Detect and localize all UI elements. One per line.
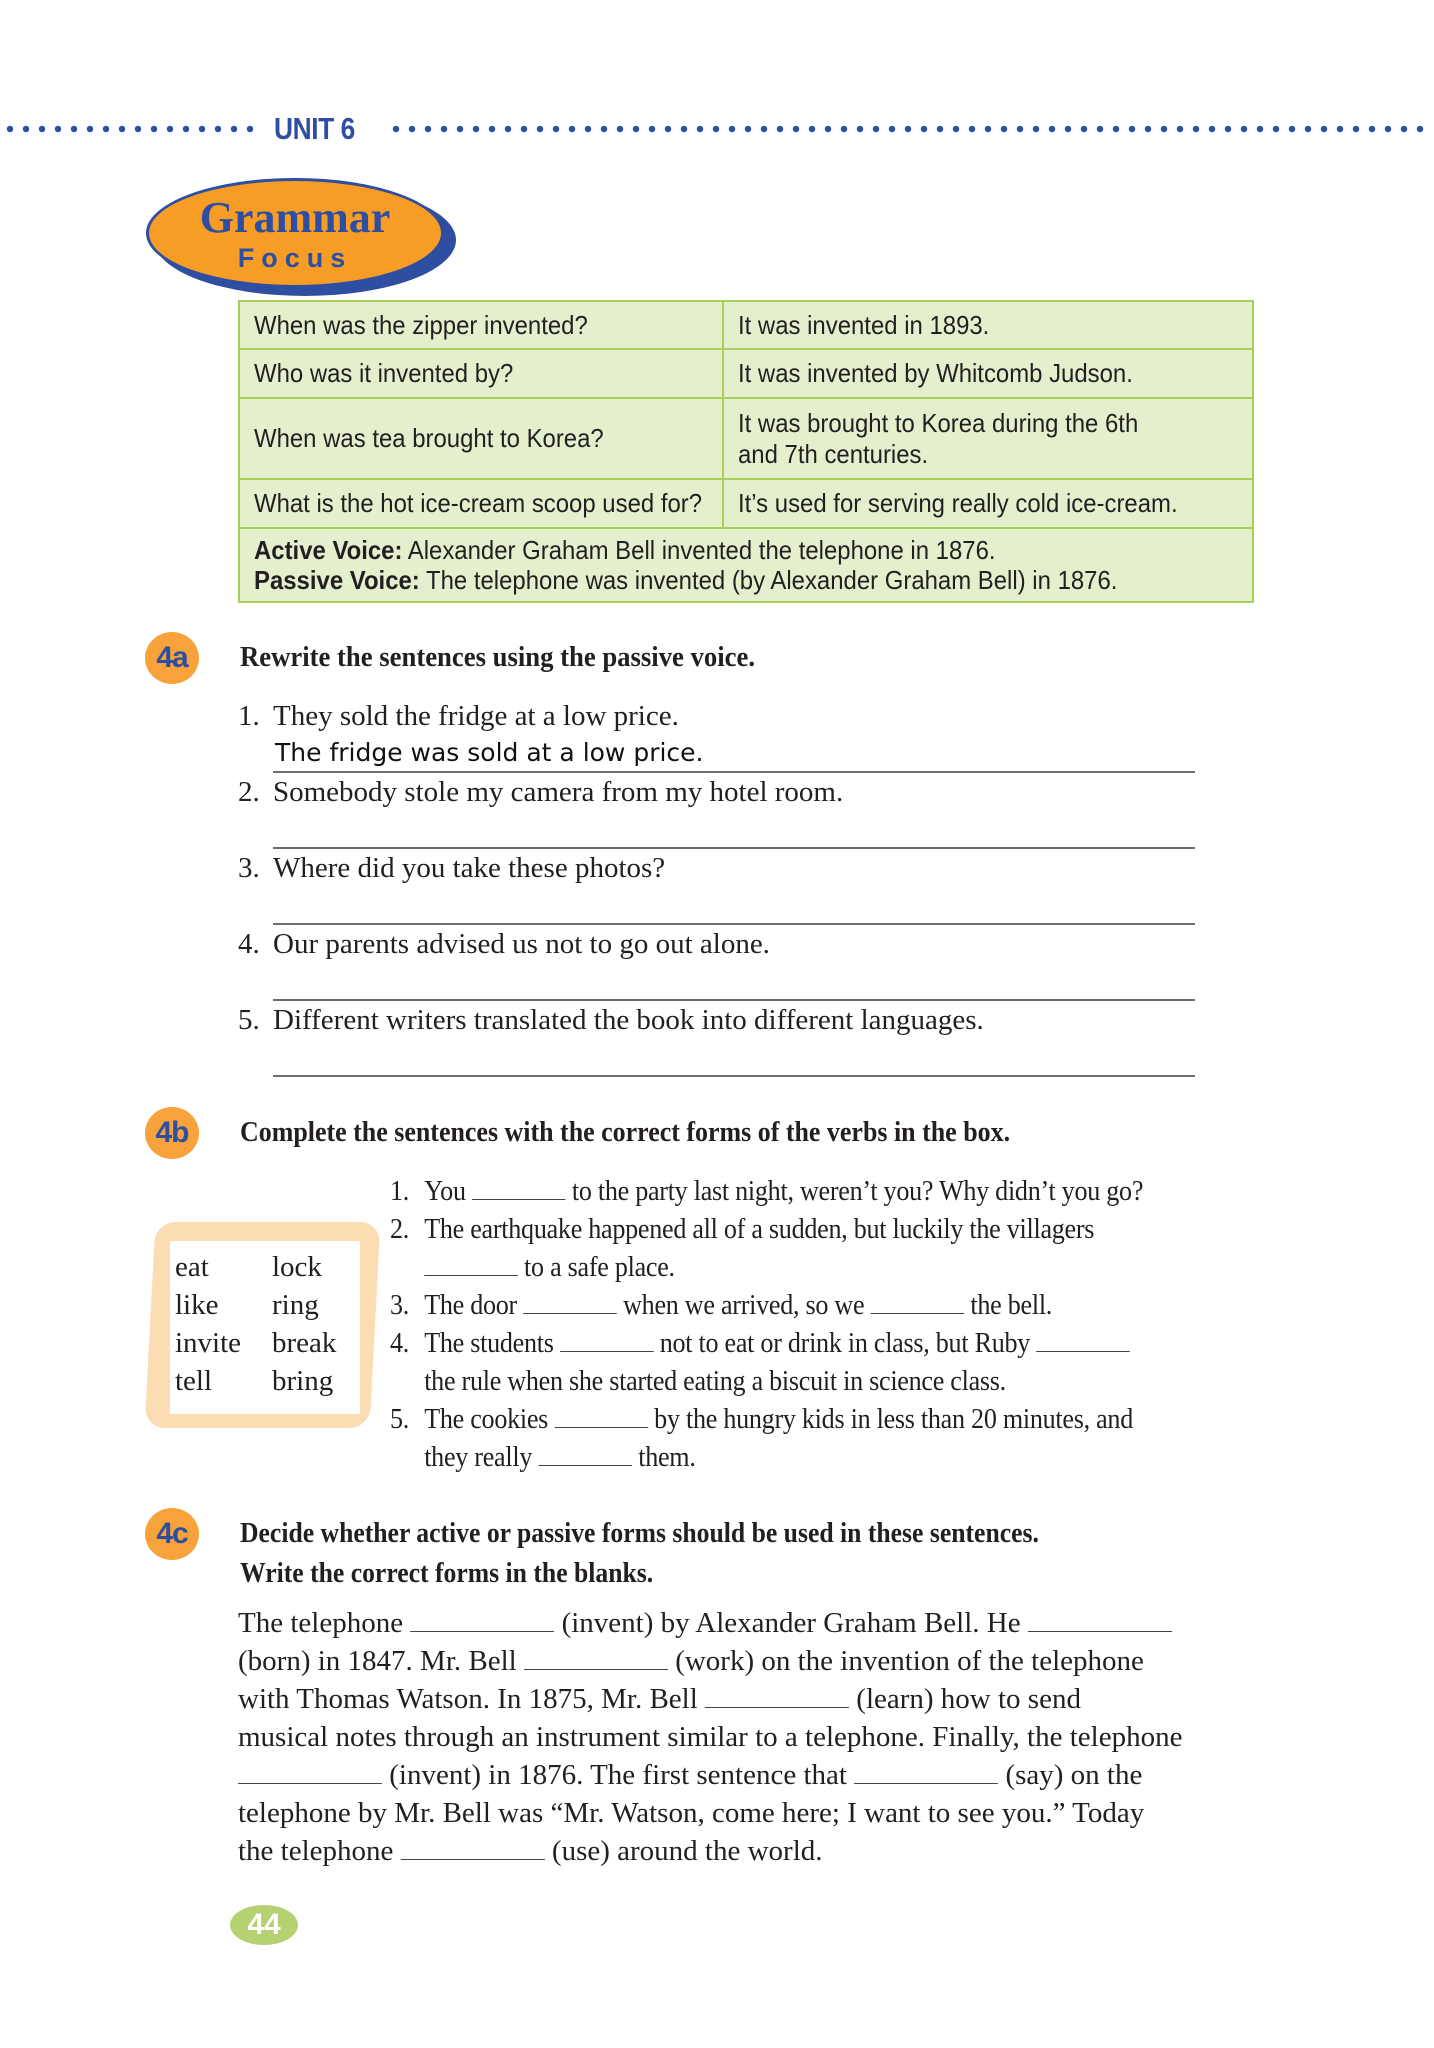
logo-focus-text: Focus	[237, 243, 353, 273]
answer-line-4[interactable]	[273, 999, 1195, 1001]
answer-line-2[interactable]	[273, 847, 1195, 849]
blank-field[interactable]	[401, 1833, 545, 1860]
blank-field[interactable]	[523, 1287, 617, 1314]
exercise-4b-line: 4. The students not to eat or drink in class, but Ruby	[390, 1324, 1130, 1362]
exercise-4c-line: The telephone (invent) by Alexander Graham Bell. He	[238, 1604, 1172, 1642]
verb-word: tell	[175, 1365, 213, 1397]
exercise-4c-line: (invent) in 1876. The first sentence that (say) on the	[238, 1756, 1142, 1794]
blank-field[interactable]	[238, 1757, 382, 1784]
grammar-question: Who was it invented by?	[240, 350, 724, 397]
passive-voice-label: Passive Voice:	[254, 565, 420, 595]
exercise-4b-line: 2. The earthquake happened all of a sudden, but luckily the villagers	[390, 1213, 1095, 1245]
exercise-4b-line: to a safe place.	[390, 1248, 675, 1286]
passive-voice-text: The telephone was invented (by Alexander Graham Bell) in 1876.	[419, 565, 1118, 595]
blank-field[interactable]	[560, 1325, 654, 1352]
exercise-4c-line: (born) in 1847. Mr. Bell (work) on the invention of the telephone	[238, 1645, 1144, 1677]
voice-examples	[240, 529, 1252, 601]
answer-line-5[interactable]	[273, 1075, 1195, 1077]
exercise-4a-item: 5. Different writers translated the book into different languages.	[238, 1004, 984, 1036]
exercise-4c-heading-line-2: Write the correct forms in the blanks.	[240, 1557, 654, 1589]
grammar-row	[240, 350, 1252, 399]
active-voice-label: Active Voice:	[254, 535, 403, 565]
exercise-4a-item: 4. Our parents advised us not to go out alone.	[238, 928, 770, 960]
grammar-question: When was the zipper invented?	[240, 302, 724, 348]
exercise-4c-line: the telephone (use) around the world.	[238, 1835, 823, 1867]
blank-field[interactable]	[554, 1401, 648, 1428]
exercise-4a-item: 2. Somebody stole my camera from my hotel room.	[238, 776, 844, 808]
blank-field[interactable]	[1028, 1605, 1172, 1632]
grammar-row	[240, 480, 1252, 529]
header-dotted-rule-right	[388, 125, 1428, 133]
exercise-badge-4c: 4c	[145, 1508, 199, 1560]
grammar-answer: It was invented in 1893.	[738, 309, 990, 340]
exercise-4b-line: 5. The cookies by the hungry kids in less than 20 minutes, and	[390, 1403, 1133, 1435]
exercise-4b-heading: Complete the sentences with the correct forms of the verbs in the box.	[240, 1116, 1011, 1148]
exercise-4a-heading: Rewrite the sentences using the passive voice.	[240, 641, 755, 673]
verb-word: eat	[175, 1251, 209, 1283]
answer-line-1[interactable]	[273, 771, 1195, 773]
blank-field[interactable]	[410, 1605, 554, 1632]
blank-field[interactable]	[705, 1681, 849, 1708]
grammar-focus-logo	[146, 178, 458, 298]
exercise-4a-item: 1. They sold the fridge at a low price.	[238, 700, 679, 732]
exercise-4b-line: the rule when she started eating a biscuit in science class.	[424, 1365, 1006, 1397]
page-number: 44	[230, 1905, 298, 1945]
exercise-4a-answer-1[interactable]: The fridge was sold at a low price.	[275, 738, 704, 767]
exercise-4a-item: 3. Where did you take these photos?	[238, 852, 666, 884]
verb-word: lock	[272, 1251, 322, 1283]
blank-field[interactable]	[538, 1439, 632, 1466]
exercise-badge-4b: 4b	[145, 1107, 199, 1159]
verb-word: like	[175, 1289, 219, 1321]
blank-field[interactable]	[472, 1173, 566, 1200]
unit-title: UNIT 6	[274, 111, 355, 146]
blank-field[interactable]	[871, 1287, 965, 1314]
answer-line-3[interactable]	[273, 923, 1195, 925]
grammar-answer: It was invented by Whitcomb Judson.	[738, 358, 1133, 388]
grammar-row	[240, 399, 1252, 480]
grammar-answer	[724, 399, 1252, 478]
exercise-4c-line: musical notes through an instrument similar to a telephone. Finally, the telephone	[238, 1721, 1183, 1753]
exercise-4b-line: 1. You to the party last night, weren’t you? Why didn’t you go?	[390, 1175, 1144, 1207]
active-voice-text: Alexander Graham Bell invented the telephone in 1876.	[402, 535, 996, 565]
blank-field[interactable]	[424, 1249, 518, 1276]
grammar-row	[240, 302, 1252, 350]
grammar-answer: It’s used for serving really cold ice-cream.	[738, 488, 1178, 518]
exercise-4b-line: they really them.	[424, 1441, 696, 1473]
exercise-4c-line: with Thomas Watson. In 1875, Mr. Bell (learn) how to send	[238, 1683, 1081, 1715]
grammar-table	[238, 300, 1254, 603]
grammar-question: What is the hot ice-cream scoop used for?	[240, 480, 724, 527]
header-dotted-rule-left	[2, 125, 254, 133]
blank-field[interactable]	[854, 1757, 998, 1784]
verb-word: ring	[272, 1289, 319, 1321]
verb-word: bring	[272, 1365, 334, 1397]
blank-field[interactable]	[1036, 1325, 1130, 1352]
grammar-answer-line: and 7th centuries.	[738, 438, 929, 469]
exercise-4c-heading-line-1: Decide whether active or passive forms should be used in these sentences.	[240, 1517, 1039, 1549]
verb-word: invite	[175, 1327, 242, 1359]
logo-grammar-text: Grammar	[199, 193, 391, 242]
blank-field[interactable]	[524, 1643, 668, 1670]
grammar-question: When was tea brought to Korea?	[240, 399, 724, 478]
exercise-badge-4a: 4a	[145, 632, 199, 684]
grammar-answer-line: It was brought to Korea during the 6th	[738, 407, 1139, 438]
verb-word: break	[272, 1327, 337, 1359]
exercise-4b-line: 3. The door when we arrived, so we the bell.	[390, 1289, 1053, 1321]
exercise-4c-line: telephone by Mr. Bell was “Mr. Watson, come here; I want to see you.” Today	[238, 1797, 1145, 1829]
passive-voice-line	[254, 561, 1238, 599]
